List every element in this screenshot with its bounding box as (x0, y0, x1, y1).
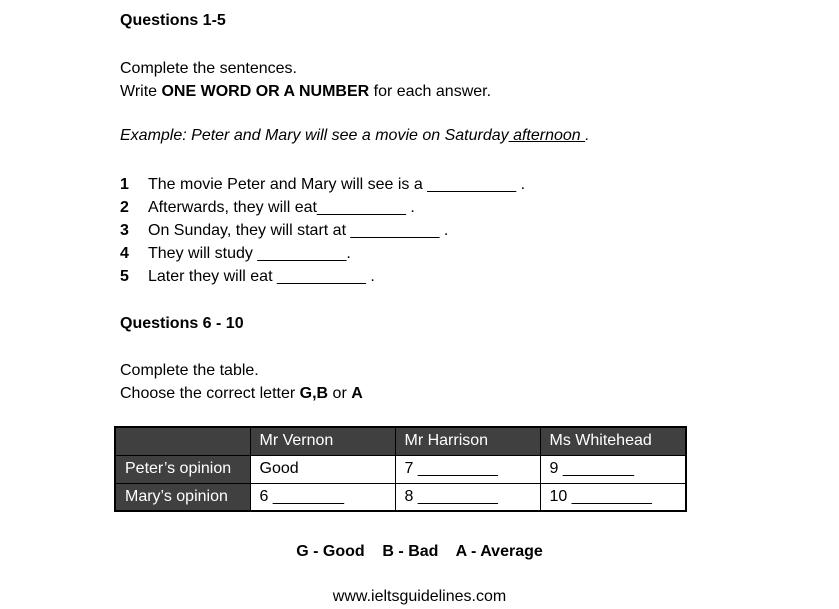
table-corner-cell (115, 427, 250, 455)
question-number: 1 (120, 176, 129, 193)
example-suffix: . (585, 127, 590, 144)
choose-letter-prefix: Choose the correct letter (120, 385, 300, 402)
example-prefix: Example: Peter and Mary will see a movie on Saturday (120, 127, 509, 144)
cell-question-6: 6 ________ (250, 483, 395, 511)
cell-question-8: 8 _________ (395, 483, 540, 511)
cell-peter-vernon: Good (250, 455, 395, 483)
instruction-write-prefix: Write (120, 83, 162, 100)
choose-letter-bold-gb: G,B (299, 385, 329, 402)
table-row-peters-opinion (115, 455, 686, 483)
section1-instruction-line2 (120, 80, 799, 103)
question-number: 3 (120, 222, 129, 239)
question-item-3 (120, 219, 799, 242)
question-list (120, 173, 799, 288)
cell-question-10: 10 _________ (540, 483, 686, 511)
table-header-mr-harrison: Mr Harrison (395, 427, 540, 455)
cell-question-9: 9 ________ (540, 455, 686, 483)
opinion-table (114, 426, 687, 512)
row-label-peters-opinion: Peter’s opinion (115, 455, 250, 483)
question-number: 2 (120, 199, 129, 216)
instruction-write-bold: ONE WORD OR A NUMBER (161, 83, 370, 100)
table-header-row (115, 427, 686, 455)
question-item-5 (120, 265, 799, 288)
question-text: Afterwards, they will eat__________ . (148, 199, 415, 216)
question-item-2 (120, 196, 799, 219)
section2-instruction-line1: Complete the table. (120, 362, 259, 379)
example-answer-underlined: afternoon (508, 127, 586, 144)
cell-question-7: 7 _________ (395, 455, 540, 483)
section1-instruction-line1: Complete the sentences. (120, 60, 297, 77)
example-sentence (120, 124, 799, 147)
row-label-marys-opinion: Mary’s opinion (115, 483, 250, 511)
question-item-4 (120, 242, 799, 265)
question-text: Later they will eat __________ . (148, 268, 375, 285)
section2-instruction-line2 (120, 382, 799, 405)
question-number: 4 (120, 245, 129, 262)
question-item-1 (120, 173, 799, 196)
choose-letter-bold-a: A (351, 385, 363, 402)
table-header-ms-whitehead: Ms Whitehead (540, 427, 686, 455)
question-text: The movie Peter and Mary will see is a __________ . (148, 176, 526, 193)
question-number: 5 (120, 268, 129, 285)
section2-title: Questions 6 - 10 (120, 315, 244, 332)
table-row-marys-opinion (115, 483, 686, 511)
instruction-write-suffix: for each answer. (369, 83, 492, 100)
question-text: On Sunday, they will start at __________ . (148, 222, 449, 239)
question-text: They will study __________. (148, 245, 351, 262)
section1-title: Questions 1-5 (120, 12, 226, 29)
answer-key-legend: G - Good B - Bad A - Average (296, 543, 543, 560)
choose-letter-mid: or (328, 385, 352, 402)
website-url: www.ieltsguidelines.com (332, 588, 507, 605)
table-header-mr-vernon: Mr Vernon (250, 427, 395, 455)
